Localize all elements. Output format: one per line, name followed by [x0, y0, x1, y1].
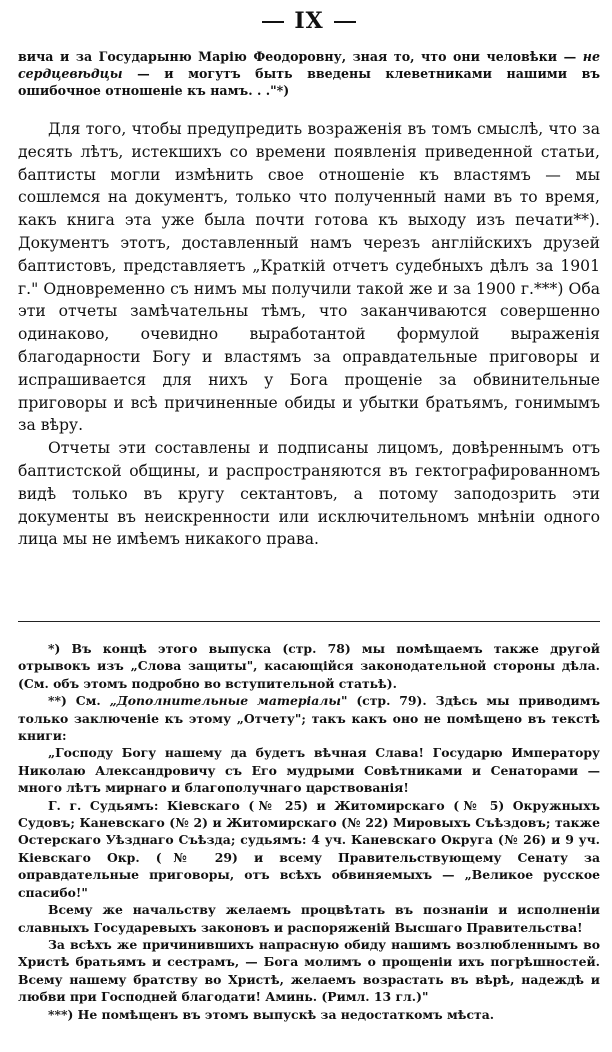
footnote-2-text-b: (стр. 79). Здѣсь мы приводимъ только заключеніе къ этому „Отчету"; такъ какъ оно не помѣщено въ текстѣ книги:	[18, 693, 601, 744]
continued-paragraph	[18, 48, 600, 99]
header-dash-left	[262, 21, 284, 23]
footnote-2-text-a: **) См.	[48, 693, 110, 709]
continued-italic: не сердцевѣдцы	[18, 49, 600, 81]
continued-text-1: вича и за Государыню Марію Феодоровну, зная то, что они человѣки —	[18, 49, 583, 64]
page-header	[18, 8, 600, 34]
footnotes	[18, 640, 600, 1023]
footnote-quote-3: Всему же начальству желаемъ процвѣтать въ познаніи и исполненіи славныхъ Государевыхъ законовъ и распоряженій Высшаго Правительства!	[18, 902, 600, 935]
footnote-2-italic: „Дополнительные матеріалы"	[109, 693, 348, 709]
footnote-quote-4: За всѣхъ же причинившихъ напрасную обиду нашимъ возлюбленнымъ во Христѣ братьямъ и сестрамъ, — Бога молимъ о прощеніи ихъ погрѣшностей. Всему нашему братству во Христѣ, желаемъ возрастать въ вѣрѣ, надеждѣ и любви при Господней благодати! Аминь. (Римл. 13 гл.)"	[18, 936, 600, 1005]
footnote-3: ***) Не помѣщенъ въ этомъ выпускѣ за недостаткомъ мѣста.	[48, 1006, 495, 1022]
footnote-1: *) Въ концѣ этого выпуска (стр. 78) мы помѣщаемъ также другой отрывокъ изъ „Слова защиты", касающійся законодательной стороны дѣла. (См. объ этомъ подробно во вступительной статьѣ).	[18, 641, 600, 691]
footnote-separator	[18, 621, 600, 622]
continued-text-2: — и могутъ быть введены клеветниками нашими въ ошибочное отношеніе къ намъ. . ."*)	[18, 66, 600, 98]
footnote-quote-1: „Господу Богу нашему да будетъ вѣчная Слава! Государю Императору Николаю Александровичу съ Его мудрыми Совѣтниками и Сенаторами — много лѣтъ мирнаго и благополучнаго царствованія!	[18, 745, 600, 796]
footnote-quote-2: Г. г. Судьямъ: Кіевскаго (№ 25) и Житомирскаго (№ 5) Окружныхъ Судовъ; Каневскаго (№ 2) и Житомирскаго (№ 22) Мировыхъ Съѣздовъ; также Остерскаго Уѣзднаго Съѣзда; судьямъ: 4 уч. Каневскаго Округа (№ 26) и 9 уч. Кіевскаго Окр. (№ 29) и всему Правительствующему Сенату за оправдательные приговоры, отъ всѣхъ обвиняемыхъ — „Великое русское спасибо!"	[18, 797, 600, 900]
body-paragraph-1: Для того, чтобы предупредить возраженія въ томъ смыслѣ, что за десять лѣтъ, истекшихъ со времени появленія приведенной статьи, баптисты могли измѣнить свое отношеніе къ властямъ — мы сошлемся на документъ, только что полученный нами въ то время, какъ книга эта уже была почти готова къ выходу изъ печати**). Документъ этотъ, доставленный намъ черезъ англійскихъ друзей баптистовъ, представляетъ „Краткій отчетъ судебныхъ дѣлъ за 1901 г." Одновременно съ нимъ мы получили такой же и за 1900 г.***) Оба эти отчеты замѣчательны тѣмъ, что заканчиваются совершенно одинаково, очевидно выработантой формулой выраженія благодарности Богу и властямъ за оправдательные приговоры и испрашивается для нихъ у Бога прощеніе за обвинительные приговоры и всѣ причиненные обиды и убытки братьямъ, гонимымъ за вѣру.	[18, 120, 600, 435]
footnote-2	[18, 692, 600, 744]
body-paragraph-2: Отчеты эти составлены и подписаны лицомъ, довѣреннымъ отъ баптистской общины, и распространяются въ гектографированномъ видѣ только въ кругу сектантовъ, а потому заподозрить эти документы въ неискренности или исключительномъ мнѣніи одного лица мы не имѣемъ никакого права.	[18, 439, 600, 549]
header-dash-right	[334, 21, 356, 23]
page-number: IX	[294, 8, 324, 34]
body-text	[18, 118, 600, 551]
